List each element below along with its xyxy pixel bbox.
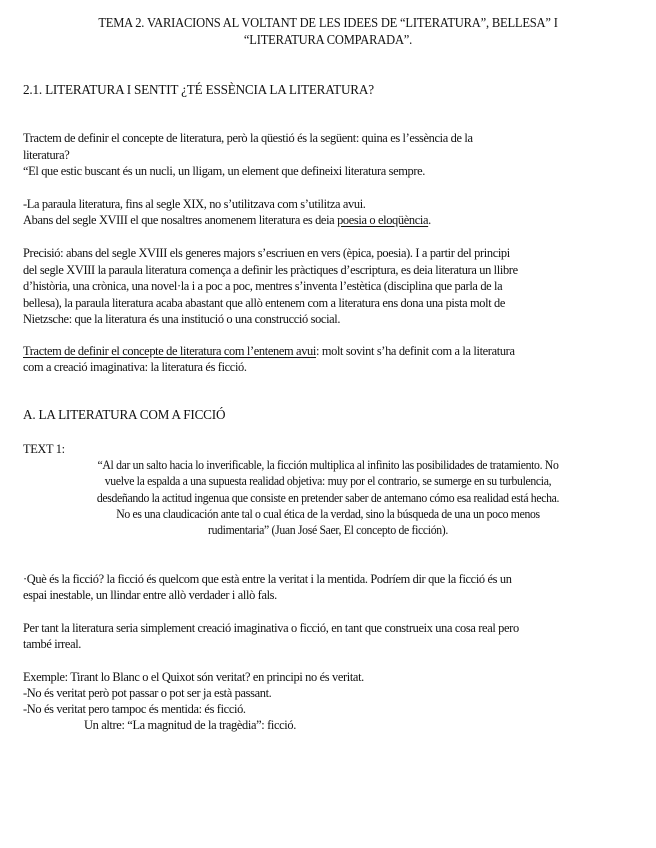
- poesia-eloquencia-underlined: poesia o eloqüència: [337, 213, 429, 227]
- quote-line-3: desdeñando la actitud ingenua que consiste en pretender saber de antemano cómo esa realidad está hecha.: [96, 491, 560, 505]
- text-1-label: TEXT 1:: [23, 442, 65, 456]
- que-es-line-1: ·Què és la ficció? la ficció és quelcom que està entre la veritat i la mentida. Podríem dir que la ficció és un: [23, 572, 512, 586]
- history-line-1: -La paraula literatura, fins al segle XIX, no s’utilitzava com s’utilitza avui.: [23, 197, 366, 211]
- precisio-line-2: del segle XVIII la paraula literatura comença a definir les pràctiques d’escriptura, es deia literatura un llibre: [23, 263, 518, 277]
- history-line-2-end: .: [428, 213, 431, 227]
- document-title-line-2: “LITERATURA COMPARADA”.: [243, 32, 413, 47]
- definition-rest: : molt sovint s’ha definit com a la literatura: [315, 344, 515, 358]
- intro-line-3: “El que estic buscant és un nucli, un lligam, un element que defineixi literatura sempre.: [23, 164, 426, 178]
- precisio-line-4: bellesa), la paraula literatura acaba abastant que allò entenem com a literatura ens dona una pista molt de: [23, 296, 506, 310]
- precisio-line-5: Nietzsche: que la literatura és una institució o una construcció social.: [23, 312, 341, 326]
- intro-line-1: Tractem de definir el concepte de literatura, però la qüestió és la següent: quina es l’essència de la: [23, 131, 473, 145]
- exemple-line-2: -No és veritat però pot passar o pot ser ja està passant.: [23, 686, 272, 700]
- definition-underlined: Tractem de definir el concepte de literatura com l’entenem avui: [23, 344, 316, 358]
- intro-line-2: literatura?: [23, 148, 70, 162]
- section-2-1-heading: 2.1. LITERATURA I SENTIT ¿TÉ ESSÈNCIA LA LITERATURA?: [23, 82, 374, 97]
- precisio-line-1: Precisió: abans del segle XVIII els generes majors s’escriuen en vers (èpica, poesia). I a partir del principi: [23, 246, 510, 260]
- history-line-2-text: Abans del segle XVIII el que nosaltres anomenem literatura es deia: [23, 213, 338, 227]
- section-a-heading: A. LA LITERATURA COM A FICCIÓ: [23, 407, 226, 422]
- quote-line-2: vuelve la espalda a una supuesta realidad objetiva: muy por el contrario, se sumerge en su turbulencia,: [104, 474, 552, 488]
- exemple-line-1: Exemple: Tirant lo Blanc o el Quixot són veritat? en principi no és veritat.: [23, 670, 364, 684]
- exemple-line-3: -No és veritat pero tampoc és mentida: és ficció.: [23, 702, 246, 716]
- per-tant-line-1: Per tant la literatura seria simplement creació imaginativa o ficció, en tant que construeix una cosa real pero: [23, 621, 519, 635]
- precisio-line-3: d’història, una crònica, una novel·la i a poc a poc, mentres s’inventa l’estètica (disciplina que parla de la: [23, 279, 503, 293]
- un-altre-line: Un altre: “La magnitud de la tragèdia”: ficció.: [84, 718, 296, 732]
- que-es-line-2: espai inestable, un llindar entre allò verdader i allò fals.: [23, 588, 277, 602]
- history-line-2: [23, 212, 431, 228]
- quote-line-1: “Al dar un salto hacia lo inverificable, la ficción multiplica al infinito las posibilidades de tratamiento. No: [97, 458, 559, 472]
- per-tant-line-2: també irreal.: [23, 637, 82, 651]
- document-title-line-1: TEMA 2. VARIACIONS AL VOLTANT DE LES IDEES DE “LITERATURA”, BELLESA” I: [98, 15, 558, 30]
- definition-line-1: [23, 343, 515, 359]
- quote-line-4: No es una claudicación ante tal o cual ética de la verdad, sino la búsqueda de una un poco menos: [116, 507, 540, 521]
- quote-line-5: rudimentaria” (Juan José Saer, El concepto de ficción).: [208, 523, 448, 537]
- definition-line-2: com a creació imaginativa: la literatura és ficció.: [23, 360, 247, 374]
